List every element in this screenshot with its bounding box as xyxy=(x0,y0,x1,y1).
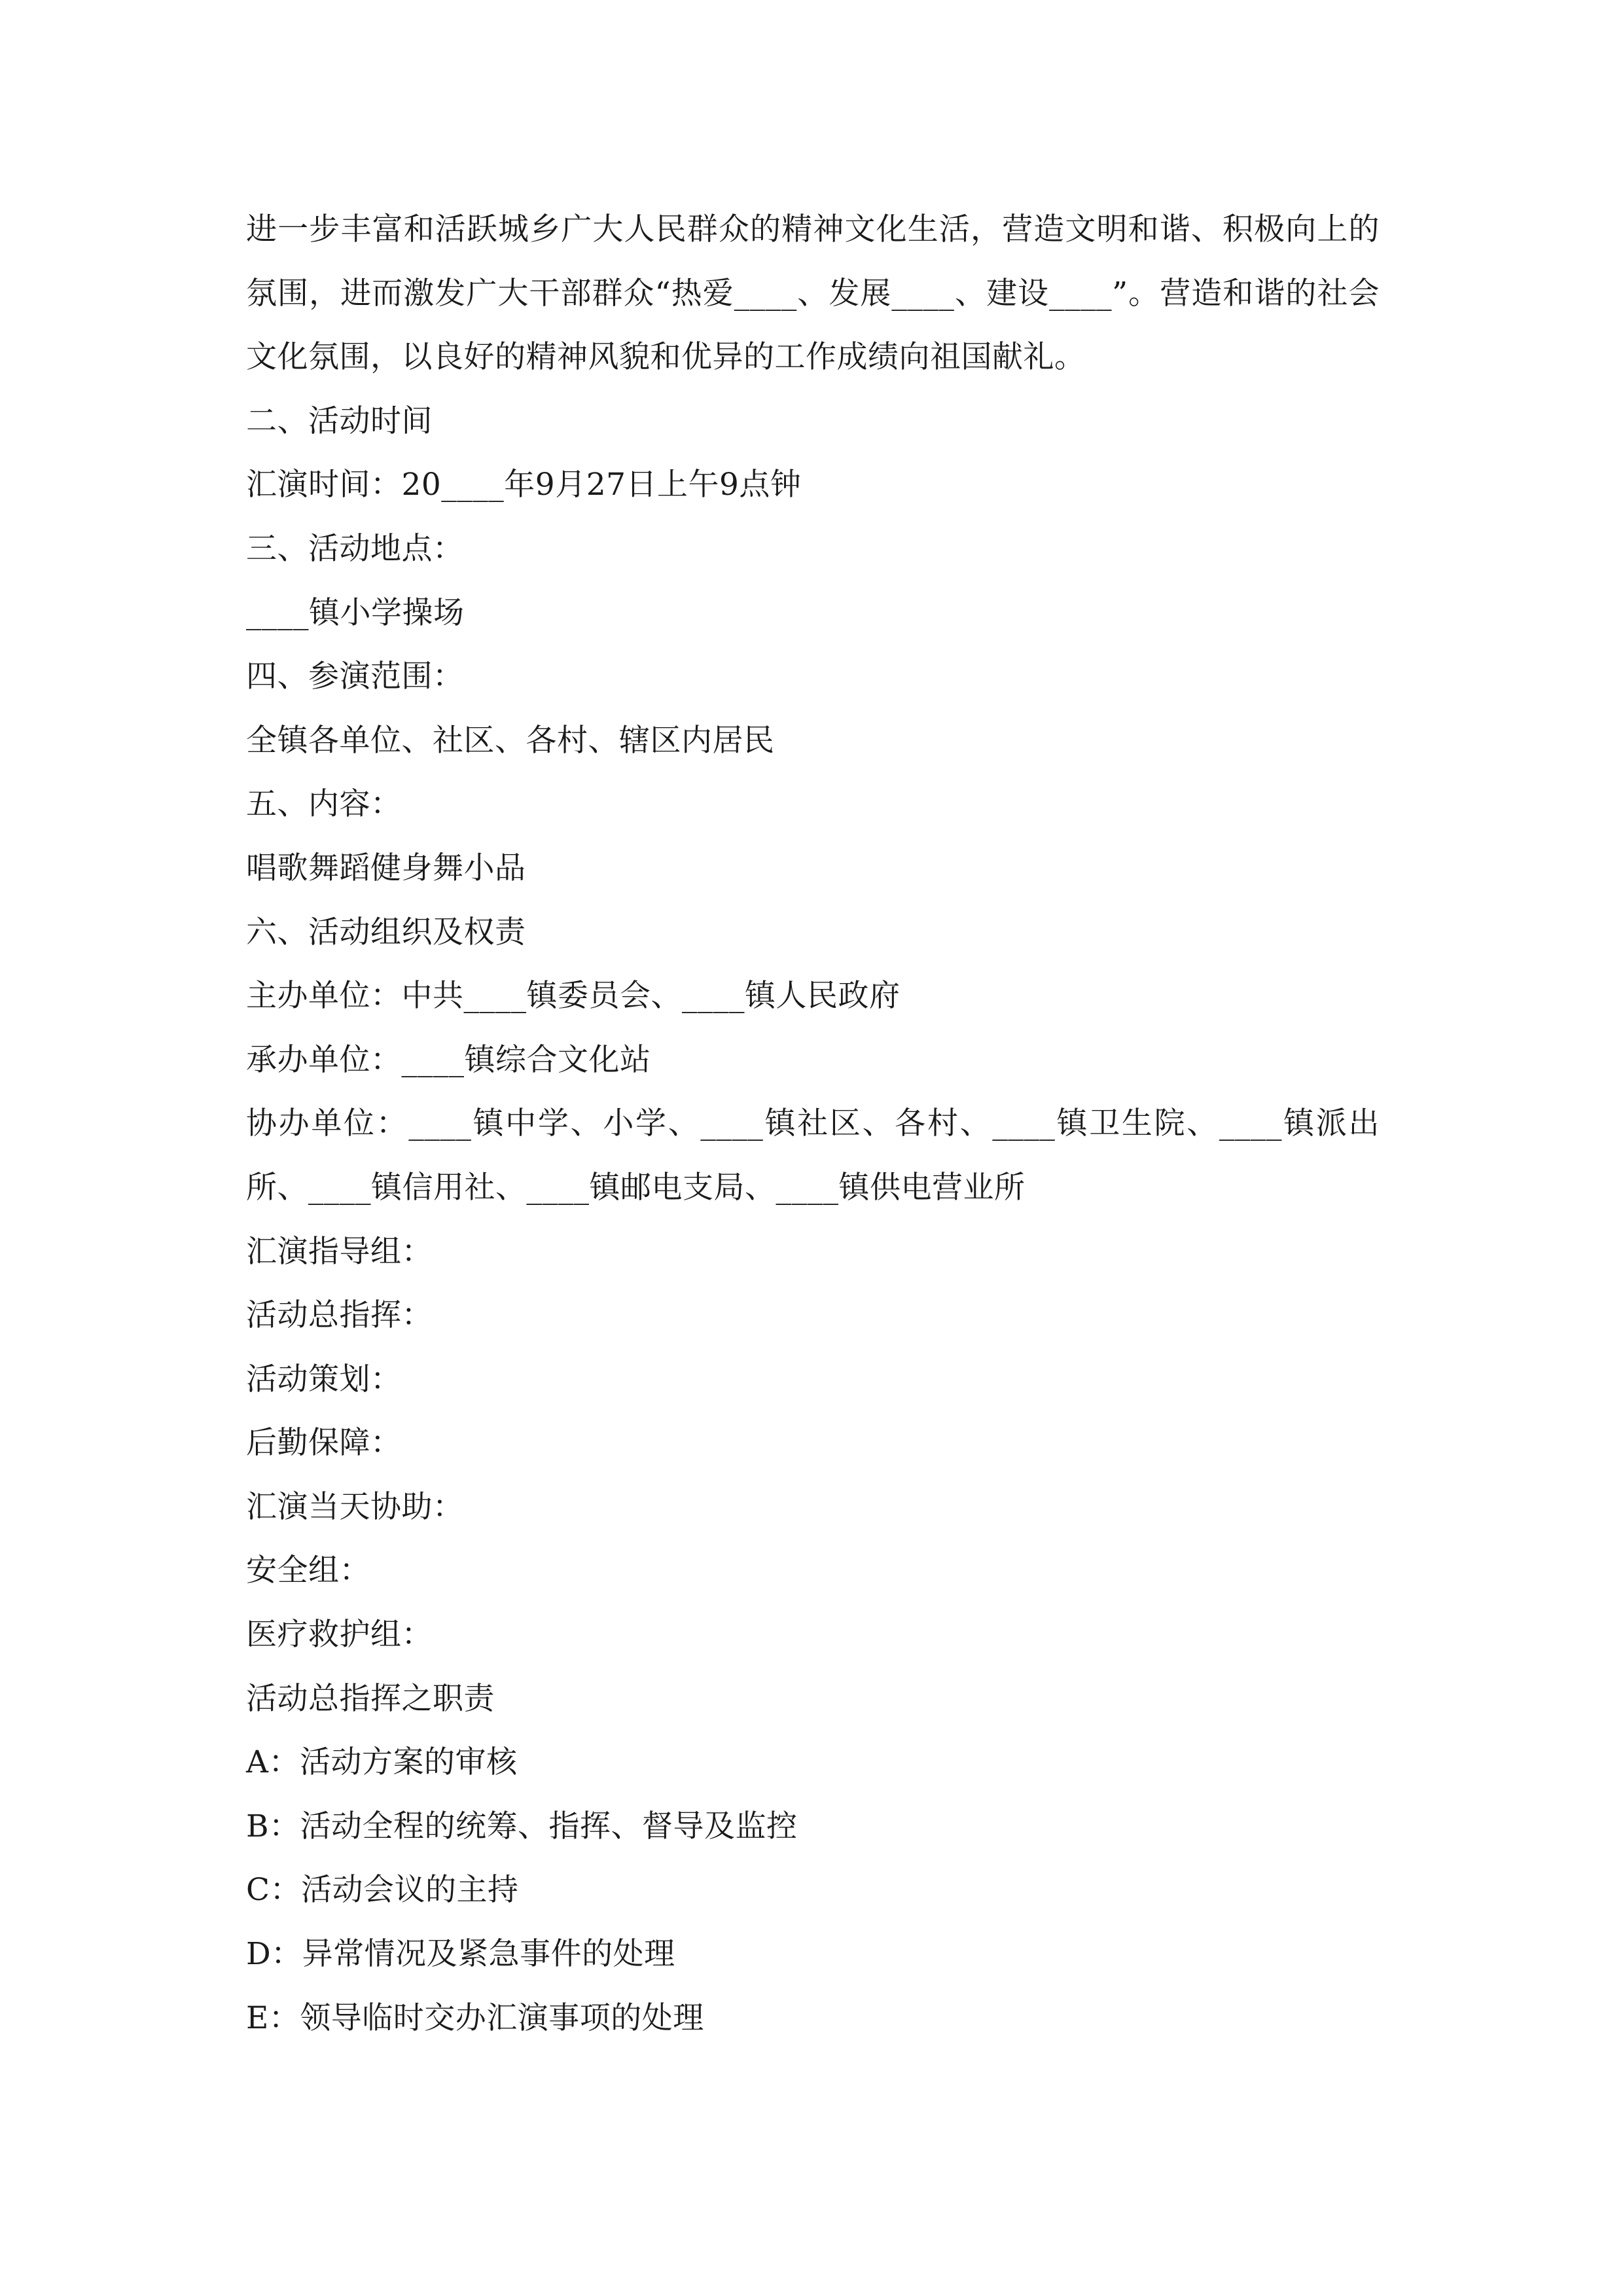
section-heading-content: 五、内容： xyxy=(246,786,402,823)
planning: 活动策划： xyxy=(246,1361,402,1397)
section-heading-time: 二、活动时间 xyxy=(246,403,433,439)
participants: 全镇各单位、社区、各村、辖区内居民 xyxy=(246,722,775,759)
intro-paragraph: 进一步丰富和活跃城乡广大人民群众的精神文化生活，营造文明和谐、积极向上的氛围，进而激发广大干部群众“热爱____、发展____、建设____”。营造和谐的社会文化氛围，以良好的精神风貌和优异的工作成绩向祖国献礼。 xyxy=(246,211,1380,376)
duties-heading: 活动总指挥之职责 xyxy=(246,1680,495,1717)
co-organizer-units: 协办单位：____镇中学、小学、____镇社区、各村、____镇卫生院、____镇派出所、____镇信用社、____镇邮电支局、____镇供电营业所 xyxy=(246,1105,1380,1206)
content: 唱歌舞蹈健身舞小品 xyxy=(246,850,526,886)
safety-group: 安全组： xyxy=(246,1552,370,1589)
section-heading-venue: 三、活动地点： xyxy=(246,530,464,567)
commander: 活动总指挥： xyxy=(246,1297,433,1334)
venue: ____镇小学操场 xyxy=(246,594,465,631)
guidance-group: 汇演指导组： xyxy=(246,1233,433,1270)
logistics: 后勤保障： xyxy=(246,1425,402,1462)
duty-item-c: C：活动会议的主持 xyxy=(246,1872,519,1909)
duty-item-e: E：领导临时交办汇演事项的处理 xyxy=(246,2000,704,2036)
section-heading-participants: 四、参演范围： xyxy=(246,658,464,695)
duty-item-d: D：异常情况及紧急事件的处理 xyxy=(246,1936,675,1973)
day-assistance: 汇演当天协助： xyxy=(246,1488,464,1525)
performance-time: 汇演时间：20____年9月27日上午9点钟 xyxy=(246,467,802,503)
duty-item-a: A：活动方案的审核 xyxy=(246,1744,518,1781)
organizer-unit: 承办单位：____镇综合文化站 xyxy=(246,1041,651,1078)
duty-item-b: B：活动全程的统筹、指挥、督导及监控 xyxy=(246,1808,798,1844)
document-page xyxy=(246,198,1380,2050)
medical-group: 医疗救护组： xyxy=(246,1617,433,1653)
host-units: 主办单位：中共____镇委员会、____镇人民政府 xyxy=(246,978,901,1014)
section-heading-organization: 六、活动组织及权责 xyxy=(246,914,526,950)
